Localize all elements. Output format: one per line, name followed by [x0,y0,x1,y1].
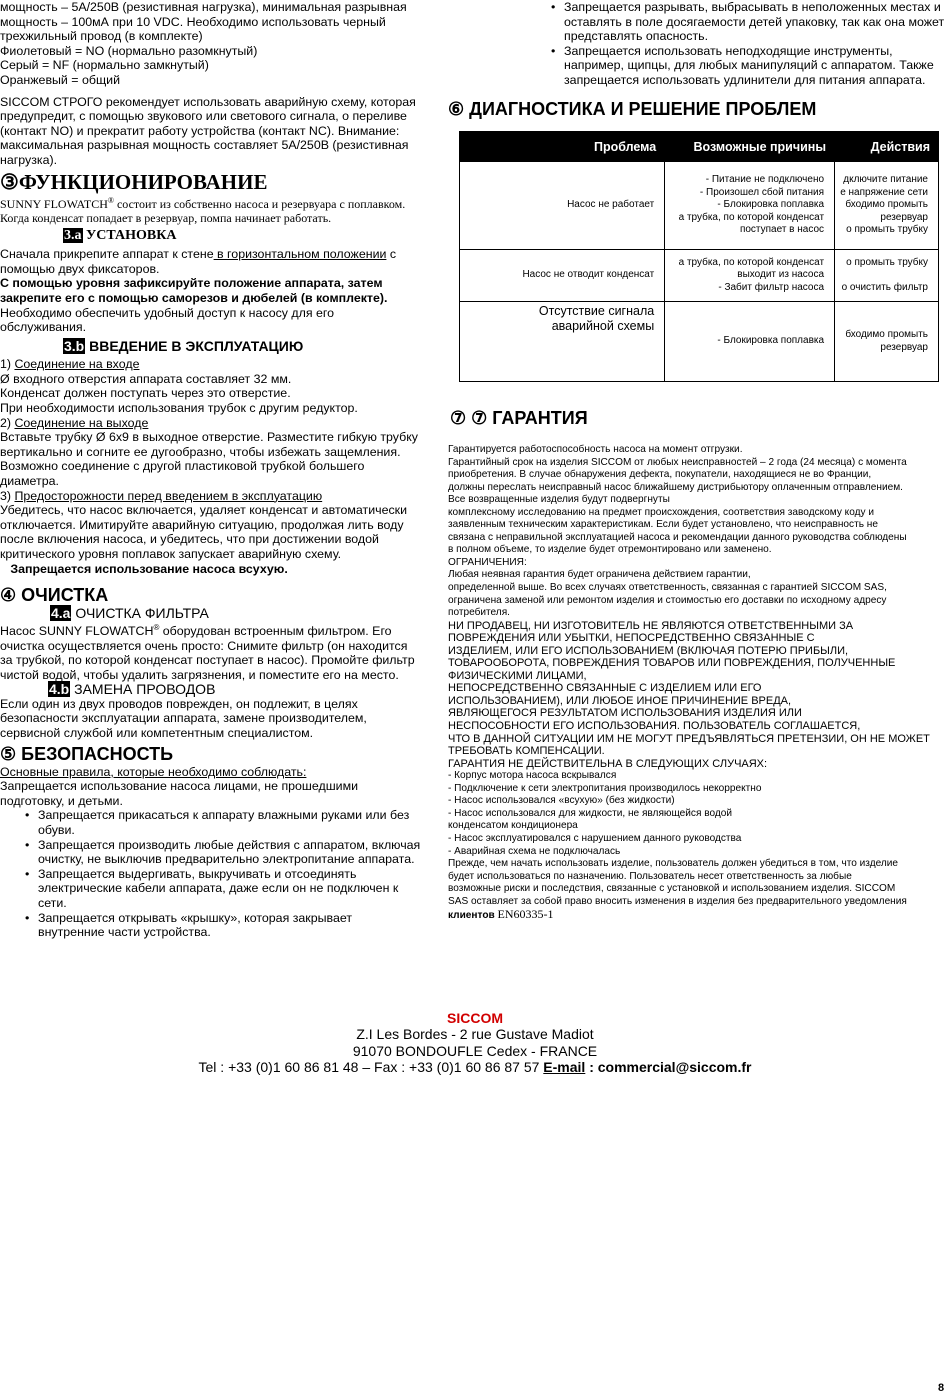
step-number: 1) [0,357,15,372]
warranty-line: Все возвращенные изделия будут подвергнуты [448,494,670,506]
table-row [460,302,939,382]
op-step-2-text: Вставьте трубку Ø 6x9 в выходное отверстие. Разместите гибкую трубку вертикально и согните ее дугообразно, чтобы избежать защемления. Возможно соединение с другой пластиковой трубкой большего диаметра. [0,430,418,489]
cell-line: поступает в насос [739,224,825,236]
warranty-last-line [448,908,948,923]
warranty-line: приобретения. В случае обнаружения дефекта, покупатели, находящиеся не во Франции, [448,469,872,481]
safety-item: • Запрещается разрывать, выбрасывать в неположенных местах и оставлять в поле досягаемости детей упаковку, так как она может представлять опасность. [551,0,950,44]
warranty-case-line: - Подключение к сети электропитания производилось некорректно [448,782,762,794]
column-header-actions: Действия [835,132,939,162]
warranty-caps-line: ФИЗИЧЕСКИМИ ЛИЦАМИ, [448,669,587,682]
warranty-case-line: - Насос использовался для жидкости, не являющейся водой [448,807,733,819]
footer-email-link[interactable]: : commercial@siccom.fr [585,1058,752,1075]
cell-line: бходимо промыть [845,199,928,211]
safety-rules-title: Основные правила, которые необходимо соблюдать: [0,764,307,779]
cell-line: - Блокировка поплавка [717,335,825,347]
subsection-number: 3.b [64,337,85,354]
cell-line: о промыть трубку [846,257,928,268]
cleaning-product: Насос SUNNY FLOWATCH [0,623,154,638]
table-cell-problem [460,162,665,250]
cell-line: дключите питание [843,174,928,186]
warranty-case-line: возможные риски и последствия, связанные с установкой и использованием изделия. SICCOM [448,883,896,895]
op-step-1-title [0,357,422,372]
cell-line: - Питание не подключено [705,174,825,186]
cell-line: выходит из насоса [737,269,825,281]
warranty-line: комплексному исследованию на предмет происхождения, соответствия заводскому коду и [448,506,874,518]
install-para-3: Необходимо обеспечить удобный доступ к насосу для его обслуживания. [0,305,335,335]
right-column [448,0,950,120]
warranty-caps-line: ТРЕБОВАТЬ КОМПЕНСАЦИИ. [448,745,605,758]
warranty-caps-line: ГАРАНТИЯ НЕ ДЕЙСТВИТЕЛЬНА В СЛЕДУЮЩИХ СЛУЧАЯХ: [448,757,768,770]
intro-line: трехжильный провод (в комплекте) [0,29,203,44]
op-step-3-title [0,489,422,504]
install-para-1 [0,247,422,276]
warranty-last-text: клиентов [448,910,498,922]
table-row [460,162,939,250]
warranty-line: Гарантируется работоспособность насоса на момент отгрузки. [448,444,743,455]
cell-line: е напряжение сети [840,186,928,198]
safety-item: • Запрещается выдергивать, выкручивать и отсоединять электрические кабели аппарата, даже если он не подключен к сети. [25,867,422,911]
table-cell-actions [835,162,939,250]
functioning-desc: состоит из собственно насоса и резервуара с поплавком. Когда конденсат попадает в резервуар, помпа начинает работать. [0,196,406,225]
dry-run-warning: Запрещается использование насоса всухую. [0,561,288,576]
intro-block [0,0,422,88]
subsection-title: УСТАНОВКА [82,227,177,243]
warranty-line: в полном объеме, то изделие будет отремонтировано или заменено. [448,544,772,556]
registered-mark: ® [153,622,160,632]
cell-line: аварийной схемы [551,319,655,333]
subsection-number: 4.b [49,681,70,698]
subsection-title: ЗАМЕНА ПРОВОДОВ [70,681,216,698]
warranty-line: ОГРАНИЧЕНИЯ: [448,556,527,568]
functioning-heading: ③ФУНКЦИОНИРОВАНИЕ [0,169,268,194]
diagnostics-heading: ⑥ ДИАГНОСТИКА И РЕШЕНИЕ ПРОБЛЕМ [448,98,817,119]
intro-line: мощность – 5А/250В (резистивная нагрузка), минимальная разрывная [0,0,407,14]
safety-heading: ⑤ БЕЗОПАСНОСТЬ [0,743,174,764]
warranty-case-line: - Насос эксплуатировался с нарушением данного руководства [448,832,742,844]
cell-line: - Забит фильтр насоса [718,281,825,293]
step-title: Соединение на входе [14,357,140,372]
warranty-line: Любая неявная гарантия будет ограничена действием гарантии, [448,569,751,581]
warranty-line: связана с неправильной эксплуатацией насоса и рекомендации данного руководства соблюдены [448,531,907,543]
step-number: 2) [0,415,15,430]
warranty-case-line: - Корпус мотора насоса вскрывался [448,770,617,782]
op-step-1-line: Конденсат должен поступать через это отверстие. [0,386,291,401]
op-step-3-text: Убедитесь, что насос включается, удаляет конденсат и автоматически отключается. Имитируйте аварийную ситуацию, продолжая лить воду после включения насоса, и убедитесь, что при достижении водой критического уровня поплавок запускает аварийную схему. [0,503,407,561]
warranty-case-line: - Аварийная схема не подключалась [448,845,621,857]
column-header-problem: Проблема [460,132,665,162]
step-number: 3) [0,488,15,503]
warranty-case-line: будет использоваться по назначению. Пользователь несет ответственность за любые [448,870,852,882]
registered-mark: ® [107,195,114,205]
warranty-caps-line: ТОВАРООБОРОТА, ПОВРЕЖДЕНИЯ ТОВАРОВ ИЛИ ПОВРЕЖДЕНИЯ, ПОЛУЧЕННЫЕ [448,657,896,670]
warranty-case-line: - Насос использовался «всухую» (без жидкости) [448,795,675,807]
cell-line: о очистить фильтр [841,281,928,293]
cell-line: о промыть трубку [846,224,928,236]
footer-phone-fax: Tel : +33 (0)1 60 86 81 48 – Fax : +33 (0)1 60 86 87 57 [198,1058,544,1075]
footer-email-label: E-mail [543,1058,586,1075]
warranty-caps-line: НЕСПОСОБНОСТИ ЕГО ИСПОЛЬЗОВАНИЯ. ПОЛЬЗОВАТЕЛЬ СОГЛАШАЕТСЯ, [448,720,861,733]
warranty-caps-line: ПОВРЕЖДЕНИЯ ИЛИ УБЫТКИ, НЕПОСРЕДСТВЕННО СВЯЗАННЫЕ С [448,632,815,645]
subsection-4a [50,606,422,621]
op-step-1-text [0,372,422,416]
intro-line: Оранжевый = общий [0,72,120,87]
safety-item: • Запрещается использовать неподходящие инструменты, например, щипцы, для любых манипуляций с аппаратом. Также запрещается использовать удлинители для питания аппарата. [551,44,950,88]
cleaning-desc: оборудован встроенным фильтром. Его очистка осуществляется очень просто: Снимите фильтр (он находится за трубкой, по которой конденсат поступает в насос). Промойте фильтр чистой водой, чтобы удалить загрязнения, и поместите его на место. [0,623,415,682]
footer-contact [0,1059,950,1075]
safety-list-continued [551,0,950,88]
left-column [0,0,422,940]
safety-intro: Запрещается использование насоса лицами, не прошедшими подготовку, и детьми. [0,779,359,808]
table-cell-causes [665,302,835,382]
warranty-caps-line: ЯВЛЯЮЩЕГОСЯ РЕЗУЛЬТАТОМ ИСПОЛЬЗОВАНИЯ ИЗДЕЛИЯ ИЛИ [448,707,802,720]
footer-brand: SICCOM [447,1010,503,1026]
subsection-4b [48,682,422,697]
warranty-text [448,444,948,923]
warranty-line: заявленным техническим характеристикам. Если будет установлено, что неисправность не [448,519,878,531]
warranty-case-line: Прежде, чем начать использовать изделие, пользователь должен убедиться в том, что изделие [448,858,899,870]
install-text: Сначала прикрепите аппарат к стене [0,247,214,262]
column-header-causes: Возможные причины [665,132,835,162]
table-cell-problem [460,302,665,382]
table-cell-actions [835,250,939,302]
footer [0,1010,950,1075]
cell-line: - Произошел сбой питания [699,186,825,198]
warranty-line: ограничена заменой или ремонтом изделия и стоимостью его доставки по исходному адресу [448,594,887,606]
warranty-line: потребителя. [448,607,510,619]
op-step-1-line: При необходимости использования трубок с другим редуктор. [0,401,358,416]
cell-line: а трубка, по которой конденсат [678,211,825,223]
install-text: с помощью двух фиксаторов. [0,247,397,276]
subsection-title: ОЧИСТКА ФИЛЬТРА [71,605,209,622]
page-number: 8 [938,1382,945,1394]
table-cell-causes [665,250,835,302]
warranty-line: Гарантийный срок на изделия SICCOM от любых неисправностей – 2 года (24 месяца) с момента [448,456,907,468]
cell-line: Отсутствие сигнала [538,304,655,318]
cell-line: бходимо промыть [845,329,928,340]
cell-line [835,270,928,282]
warranty-line: должны переслать неисправный насос ближайшему дистрибьютору оплаченным отправлением. [448,481,903,493]
siccom-recommendation: SICCOM СТРОГО рекомендует использовать аварийную схему, которая предупредит, с помощью звукового или светового сигнала, о переливе (контакт NO) и прекратит работу устройства (контакт NC). Внимание: максимальная разрывная мощность составляет 5А/250В (резистивная нагрузка). [0,94,416,167]
cell-line: Насос не отводит конденсат [522,269,655,281]
footer-address-1: Z.I Les Bordes - 2 rue Gustave Madiot [356,1026,594,1043]
table-row [460,250,939,302]
wires-text: Если один из двух проводов поврежден, он подлежит, в целях безопасности эксплуатации аппарата, замене производителем, сервисной службой или компетентным специалистом. [0,696,367,741]
step-title: Соединение на выходе [14,415,149,430]
cell-line: - Блокировка поплавка [717,199,825,211]
safety-item: • Запрещается прикасаться к аппарату влажными руками или без обуви. [25,808,422,837]
subsection-3b [63,339,422,354]
subsection-number: 3.a [64,227,82,243]
warranty-caps-line: ЧТО В ДАННОЙ СИТУАЦИИ ИМ НЕ МОГУТ ПРЕДЪЯВЛЯТЬСЯ ПРЕТЕНЗИИ, ОН НЕ МОЖЕТ [448,732,930,745]
table-header-row [460,132,939,162]
subsection-number: 4.a [51,605,71,622]
intro-line: Серый = NF (нормально замкнутый) [0,58,209,73]
step-title: Предосторожности перед введением в эксплуатацию [14,488,323,503]
install-para-2: С помощью уровня зафиксируйте положение аппарата, затем закрепите его с помощью саморезов и дюбелей (в комплекте). [0,276,388,305]
safety-item: • Запрещается открывать «крышку», которая закрывает внутренние части устройства. [25,911,422,940]
functioning-text [0,194,422,225]
warranty-caps-line: НЕПОСРЕДСТВЕННО СВЯЗАННЫЕ С ИЗДЕЛИЕМ ИЛИ ЕГО [448,682,762,695]
safety-item: • Запрещается производить любые действия с аппаратом, включая очистку, не выключив предварительно электропитание аппарата. [25,838,422,867]
cleaning-text [0,621,422,683]
standard-reference: EN60335-1 [497,907,554,922]
product-name: SUNNY FLOWATCH [0,196,108,211]
cell-line: Насос не работает [567,199,655,211]
intro-line: Фиолетовый = NO (нормально разомкнутый) [0,43,258,58]
cell-line: резервуар [880,341,928,353]
install-underlined: в горизонтальном положении [213,247,387,262]
table-cell-actions [835,302,939,382]
footer-address-2: 91070 BONDOUFLE Cedex - FRANCE [352,1042,598,1059]
safety-list [25,808,422,939]
warranty-caps-line: НИ ПРОДАВЕЦ, НИ ИЗГОТОВИТЕЛЬ НЕ ЯВЛЯЮТСЯ ОТВЕТСТВЕННЫМИ ЗА [448,619,854,632]
intro-line: мощность – 100мА при 10 VDC. Необходимо использовать черный [0,14,386,29]
op-step-1-line: Ø входного отверстия аппарата составляет 32 мм. [0,371,292,386]
table-cell-problem [460,250,665,302]
warranty-line: определенной выше. Во всех случаях ответственность, связанная с гарантией SICCOM SAS, [448,582,887,594]
warranty-case-line: SAS оставляет за собой право вносить изменения в изделия без предварительного уведомления [448,895,907,907]
op-step-2-title [0,416,422,431]
diagnostics-table [459,131,939,382]
warranty-caps-line: ИСПОЛЬЗОВАНИЕМ), ИЛИ ЛЮБОЕ ИНОЕ ПРИЧИНЕНИЕ ВРЕДА, [448,694,792,707]
subsection-3a [63,229,422,244]
cell-line: резервуар [880,211,928,223]
table-cell-causes [665,162,835,250]
cleaning-heading: ④ ОЧИСТКА [0,585,109,606]
warranty-heading: ⑦ ⑦ ГАРАНТИЯ [450,408,588,428]
warranty-case-line: конденсатом кондиционера [448,820,578,832]
cell-line: а трубка, по которой конденсат [678,256,825,268]
warranty-caps-line: ИЗДЕЛИЕМ, ИЛИ ЕГО ИСПОЛЬЗОВАНИЕМ (ВКЛЮЧАЯ ПОТЕРЮ ПРИБЫЛИ, [448,644,849,657]
subsection-title: ВВЕДЕНИЕ В ЭКСПЛУАТАЦИЮ [85,337,304,354]
